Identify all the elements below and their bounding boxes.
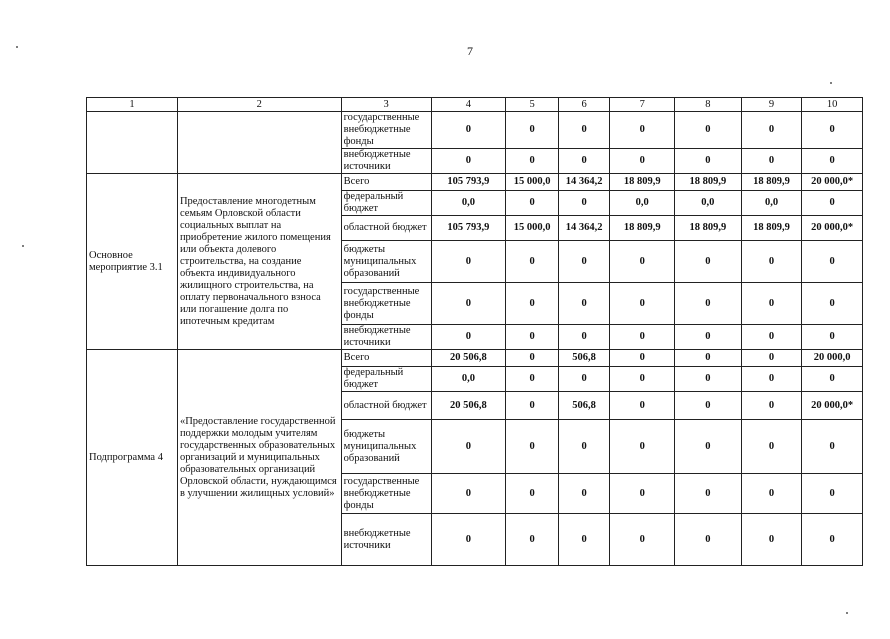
funding-source-cell: государственные внебюджетные фонды	[341, 283, 431, 325]
value-cell: 18 809,9	[610, 216, 675, 241]
value-cell: 0	[675, 474, 742, 514]
value-cell: 20 000,0*	[802, 216, 863, 241]
value-cell: 0	[431, 112, 506, 149]
table-row	[87, 174, 863, 191]
funding-source-cell: государственные внебюджетные фонды	[341, 474, 431, 514]
group-title-cell: Предоставление многодетным семьям Орловской области социальных выплат на приобретение жилого помещения или объекта долевого строительства, на создание объекта индивидуального жилищного строительства, на оплату первоначального взноса или погашение долга по ипотечным кредитам	[177, 174, 341, 350]
value-cell: 15 000,0	[506, 174, 559, 191]
page-number: 7	[467, 44, 473, 58]
value-cell: 0	[741, 241, 802, 283]
funding-source-cell: федеральный бюджет	[341, 367, 431, 392]
header-cell: 1	[87, 98, 178, 112]
value-cell: 20 000,0*	[802, 392, 863, 420]
value-cell: 0	[506, 283, 559, 325]
value-cell: 0	[431, 149, 506, 174]
value-cell: 0	[506, 367, 559, 392]
value-cell: 0	[675, 350, 742, 367]
value-cell: 0	[802, 112, 863, 149]
table-row	[87, 112, 863, 149]
value-cell: 0	[610, 283, 675, 325]
value-cell: 0	[506, 241, 559, 283]
value-cell: 0	[431, 474, 506, 514]
value-cell: 18 809,9	[741, 216, 802, 241]
header-cell: 4	[431, 98, 506, 112]
value-cell: 18 809,9	[610, 174, 675, 191]
value-cell: 0	[802, 283, 863, 325]
funding-source-cell: государственные внебюджетные фонды	[341, 112, 431, 149]
value-cell: 0	[802, 191, 863, 216]
value-cell: 0	[802, 514, 863, 566]
value-cell: 0	[675, 420, 742, 474]
value-cell: 0	[741, 367, 802, 392]
header-row	[87, 98, 863, 112]
group-title-cell: «Предоставление государственной поддержки молодым учителям государственных образовательных организаций и муниципальных образовательных организаций Орловской области, нуждающимся в улучшении жилищных условий»	[177, 350, 341, 566]
funding-source-cell: федеральный бюджет	[341, 191, 431, 216]
value-cell: 20 000,0	[802, 350, 863, 367]
value-cell: 0	[802, 325, 863, 350]
value-cell: 506,8	[558, 392, 610, 420]
value-cell: 0	[431, 325, 506, 350]
value-cell: 0	[558, 514, 610, 566]
funding-source-cell: внебюджетные источники	[341, 514, 431, 566]
value-cell: 15 000,0	[506, 216, 559, 241]
value-cell: 0	[558, 474, 610, 514]
value-cell: 0	[558, 191, 610, 216]
value-cell: 0,0	[431, 191, 506, 216]
value-cell: 0	[610, 112, 675, 149]
value-cell: 0	[506, 112, 559, 149]
value-cell: 0	[610, 420, 675, 474]
value-cell: 0	[610, 474, 675, 514]
value-cell: 18 809,9	[741, 174, 802, 191]
group-kind-cell: Основное мероприятие 3.1	[87, 174, 178, 350]
value-cell: 18 809,9	[675, 174, 742, 191]
value-cell: 0	[741, 112, 802, 149]
value-cell: 20 506,8	[431, 392, 506, 420]
value-cell: 14 364,2	[558, 174, 610, 191]
value-cell: 0,0	[431, 367, 506, 392]
value-cell: 0	[741, 474, 802, 514]
value-cell: 105 793,9	[431, 216, 506, 241]
value-cell: 0	[506, 474, 559, 514]
value-cell: 0	[802, 474, 863, 514]
value-cell: 0	[558, 420, 610, 474]
header-cell: 3	[341, 98, 431, 112]
value-cell: 506,8	[558, 350, 610, 367]
value-cell: 0	[741, 283, 802, 325]
value-cell: 0	[431, 283, 506, 325]
value-cell: 105 793,9	[431, 174, 506, 191]
value-cell: 0	[506, 350, 559, 367]
value-cell: 0	[558, 325, 610, 350]
value-cell: 0	[610, 367, 675, 392]
value-cell: 0	[558, 112, 610, 149]
value-cell: 0	[610, 149, 675, 174]
value-cell: 0	[558, 241, 610, 283]
value-cell: 0	[675, 514, 742, 566]
value-cell: 0	[610, 514, 675, 566]
funding-source-cell: областной бюджет	[341, 392, 431, 420]
funding-source-cell: внебюджетные источники	[341, 149, 431, 174]
value-cell: 0	[802, 420, 863, 474]
value-cell: 0	[506, 514, 559, 566]
value-cell: 0,0	[610, 191, 675, 216]
value-cell: 0	[431, 241, 506, 283]
value-cell: 0	[506, 191, 559, 216]
value-cell: 0	[610, 350, 675, 367]
value-cell: 0	[431, 514, 506, 566]
value-cell: 18 809,9	[675, 216, 742, 241]
header-cell: 6	[558, 98, 610, 112]
value-cell: 0	[675, 325, 742, 350]
value-cell: 0	[610, 325, 675, 350]
value-cell: 0	[802, 241, 863, 283]
value-cell: 20 000,0*	[802, 174, 863, 191]
value-cell: 0,0	[675, 191, 742, 216]
value-cell: 0	[675, 283, 742, 325]
value-cell: 0	[558, 367, 610, 392]
value-cell: 0	[741, 325, 802, 350]
header-cell: 9	[741, 98, 802, 112]
header-cell: 8	[675, 98, 742, 112]
value-cell: 0	[558, 283, 610, 325]
value-cell: 0	[741, 350, 802, 367]
funding-source-cell: Всего	[341, 350, 431, 367]
value-cell: 0	[741, 392, 802, 420]
budget-table	[86, 97, 863, 566]
value-cell: 0	[506, 325, 559, 350]
value-cell: 0,0	[741, 191, 802, 216]
header-cell: 5	[506, 98, 559, 112]
header-cell: 2	[177, 98, 341, 112]
group-kind-cell: Подпрограмма 4	[87, 350, 178, 566]
group-kind-cell	[87, 112, 178, 174]
value-cell: 0	[675, 367, 742, 392]
value-cell: 0	[610, 392, 675, 420]
header-cell: 7	[610, 98, 675, 112]
value-cell: 0	[741, 420, 802, 474]
value-cell: 0	[558, 149, 610, 174]
value-cell: 0	[675, 392, 742, 420]
value-cell: 0	[675, 149, 742, 174]
funding-source-cell: Всего	[341, 174, 431, 191]
value-cell: 14 364,2	[558, 216, 610, 241]
value-cell: 0	[506, 420, 559, 474]
funding-source-cell: бюджеты муниципальных образований	[341, 241, 431, 283]
header-cell: 10	[802, 98, 863, 112]
value-cell: 0	[675, 241, 742, 283]
value-cell: 0	[675, 112, 742, 149]
funding-source-cell: областной бюджет	[341, 216, 431, 241]
value-cell: 0	[802, 367, 863, 392]
group-title-cell	[177, 112, 341, 174]
table-row	[87, 350, 863, 367]
funding-source-cell: внебюджетные источники	[341, 325, 431, 350]
value-cell: 0	[741, 149, 802, 174]
value-cell: 0	[506, 392, 559, 420]
funding-source-cell: бюджеты муниципальных образований	[341, 420, 431, 474]
value-cell: 0	[741, 514, 802, 566]
value-cell: 0	[431, 420, 506, 474]
value-cell: 20 506,8	[431, 350, 506, 367]
value-cell: 0	[802, 149, 863, 174]
value-cell: 0	[506, 149, 559, 174]
value-cell: 0	[610, 241, 675, 283]
